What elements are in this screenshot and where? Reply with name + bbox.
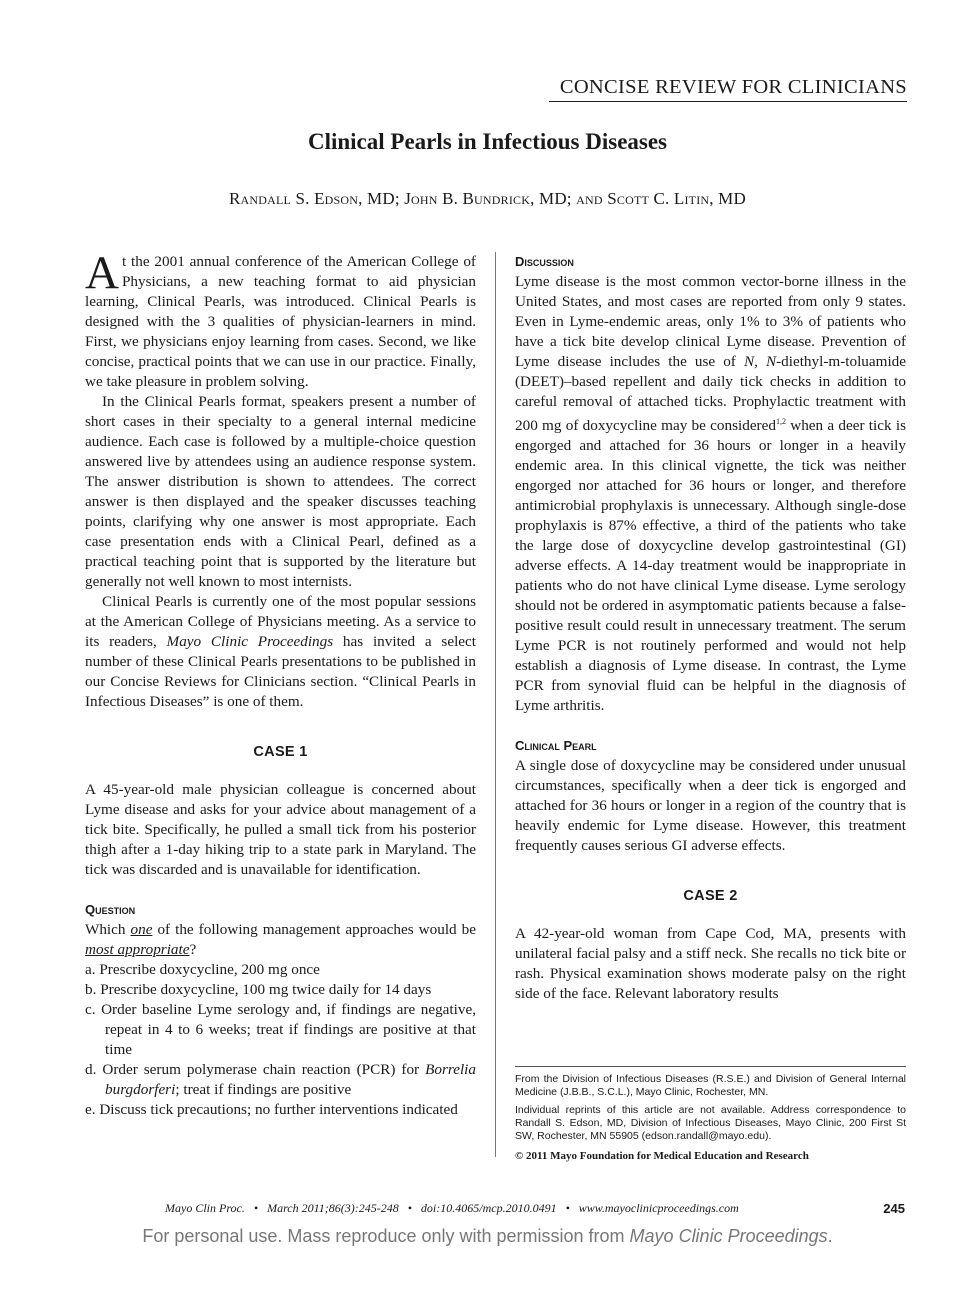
- discussion-heading: Discussion: [515, 254, 574, 269]
- footnote: [515, 1066, 906, 1168]
- intro-text-3b: has invited a select number of these Clinical Pearls presentations to be published in our Concise Reviews for Clinicians section. “Clinical Pearls in Infectious Diseases” is one of them.: [85, 633, 476, 710]
- article-authors: Randall S. Edson, MD; John B. Bundrick, MD; and Scott C. Litin, MD: [229, 189, 746, 208]
- section-label: CONCISE REVIEW FOR CLINICIANS: [549, 76, 907, 102]
- option-c: c. Order baseline Lyme serology and, if findings are negative, repeat in 4 to 6 weeks; treat if findings are positive at that time: [85, 1001, 476, 1058]
- journal-name: Mayo Clinic Proceedings: [166, 633, 334, 650]
- citation-footer: Mayo Clin Proc. • March 2011;86(3):245-248 • doi:10.4065/mcp.2010.0491 • www.mayoclinicproceedings.com: [165, 1201, 739, 1215]
- species-name: Borrelia burgdorferi: [105, 1061, 476, 1098]
- case-1-heading: CASE 1: [253, 744, 308, 760]
- intro-text-3a: Clinical Pearls is currently one of the most popular sessions at the American College of Physicians meeting. As a service to its readers,: [85, 593, 476, 650]
- clinical-pearl-text: A single dose of doxycycline may be considered under unusual circumstances, specifically when a deer tick is engorged and attached for 36 hours or longer in a region of the country that is heavily endemic for Lyme disease. However, this treatment frequently causes serious GI adverse effects.: [515, 757, 906, 855]
- article-title: Clinical Pearls in Infectious Diseases: [307, 129, 668, 154]
- option-b: b. Prescribe doxycycline, 100 mg twice daily for 14 days: [85, 981, 432, 998]
- clinical-pearl-heading: Clinical Pearl: [515, 738, 597, 754]
- copyright-note: © 2011 Mayo Foundation for Medical Education and Research: [515, 1150, 809, 1162]
- option-d: d. Order serum polymerase chain reaction (PCR) for Borrelia burgdorferi; treat if findings are positive: [85, 1061, 476, 1098]
- reprints-note: Individual reprints of this article are not available. Address correspondence to Randall S. Edson, MD, Division of Infectious Diseases, Mayo Clinic, 200 First St SW, Rochester, MN 55905 (edson.randall@mayo.edu).: [515, 1104, 906, 1142]
- right-column: [515, 252, 906, 1004]
- emphasis-most-appropriate: most appropriate: [85, 941, 190, 958]
- emphasis-one: one: [130, 921, 153, 938]
- case-2-heading: CASE 2: [683, 888, 738, 905]
- permission-notice: For personal use. Mass reproduce only with permission from Mayo Clinic Proceedings.: [142, 1226, 833, 1246]
- column-divider: [495, 252, 496, 1157]
- question-text: Which one of the following management approaches would be most appropriate?: [85, 921, 476, 958]
- option-a: a. Prescribe doxycycline, 200 mg once: [85, 961, 320, 978]
- discussion-text: Lyme disease is the most common vector-borne illness in the United States, and most cases are reported from only 9 states. Even in Lyme-endemic areas, only 1% to 3% of patients who have a tick bite develop clinical Lyme disease. Prevention of Lyme disease includes the use of N, N-diethyl-m-toluamide (DEET)–based repellent and daily tick checks in addition to careful removal of attached ticks. Prophylactic treatment with 200 mg of doxycycline may be considered$^{1,2}$ when a deer tick is engorged and attached for 36 hours or longer in a heavily endemic area. In this clinical vignette, the tick was neither engorged nor attached for 36 hours or longer, and therefore antimicrobial prophylaxis is unnecessary. Although single-dose prophylaxis is 87% effective, a third of the patients who take the large dose of doxycycline develop gastrointestinal (GI) adverse effects. A 14-day treatment would be inappropriate in patients who do not have clinical Lyme disease. Lyme serology should not be ordered in asymptomatic patients because a false-positive result could result in unnecessary treatment. The serum Lyme PCR is not routinely performed and would not help establish a diagnosis of Lyme disease. In contrast, the Lyme PCR from synovial fluid can be helpful in the diagnosis of Lyme arthritis.: [515, 273, 906, 715]
- case-2-text: A 42-year-old woman from Cape Cod, MA, presents with unilateral facial palsy and a stiff neck. She recalls no tick bite or rash. Physical examination shows moderate palsy on the right side of the face. Relevant laboratory results: [515, 925, 906, 1003]
- drop-cap: A: [85, 247, 119, 299]
- option-e: e. Discuss tick precautions; no further interventions indicated: [85, 1101, 458, 1118]
- page-number: 245: [883, 1201, 905, 1216]
- case-1-text: A 45-year-old male physician colleague is concerned about Lyme disease and asks for your advice about management of a tick bite. Specifically, he pulled a small tick from his posterior thigh after a 1-day hiking trip to a state park in Maryland. The tick was discarded and is unavailable for identification.: [85, 781, 476, 878]
- affiliation-note: From the Division of Infectious Diseases (R.S.E.) and Division of General Internal Medicine (J.B.B., S.C.L.), Mayo Clinic, Rochester, MN.: [515, 1073, 906, 1098]
- permission-journal: Mayo Clinic Proceedings: [629, 1226, 828, 1246]
- intro-paragraph-1: [85, 247, 476, 392]
- left-column: [85, 247, 476, 1120]
- question-heading: Question: [85, 902, 136, 917]
- intro-paragraph-3: [85, 592, 476, 712]
- reference-marker: 1,2: [775, 417, 786, 426]
- intro-paragraph-2: In the Clinical Pearls format, speakers present a number of short cases in their specialty to a general internal medicine audience. Each case is followed by a multiple-choice question answered live by attendees using an audience response system. The answer distribution is shown to attendees. The correct answer is then displayed and the speaker discusses teaching points, clarifying why one answer is most appropriate. Each case presentation ends with a Clinical Pearl, defined as a practical teaching point that is supported by the literature but generally not well known to most internists.: [85, 393, 476, 590]
- intro-text-1: t the 2001 annual conference of the American College of Physicians, a new teaching format to aid physician learning, Clinical Pearls, was introduced. Clinical Pearls is designed with the 3 qualities of physician-learners in mind. First, we physicians enjoy learning from cases. Second, we like concise, practical points that we can use in our practice. Finally, we take pleasure in problem solving.: [85, 253, 476, 390]
